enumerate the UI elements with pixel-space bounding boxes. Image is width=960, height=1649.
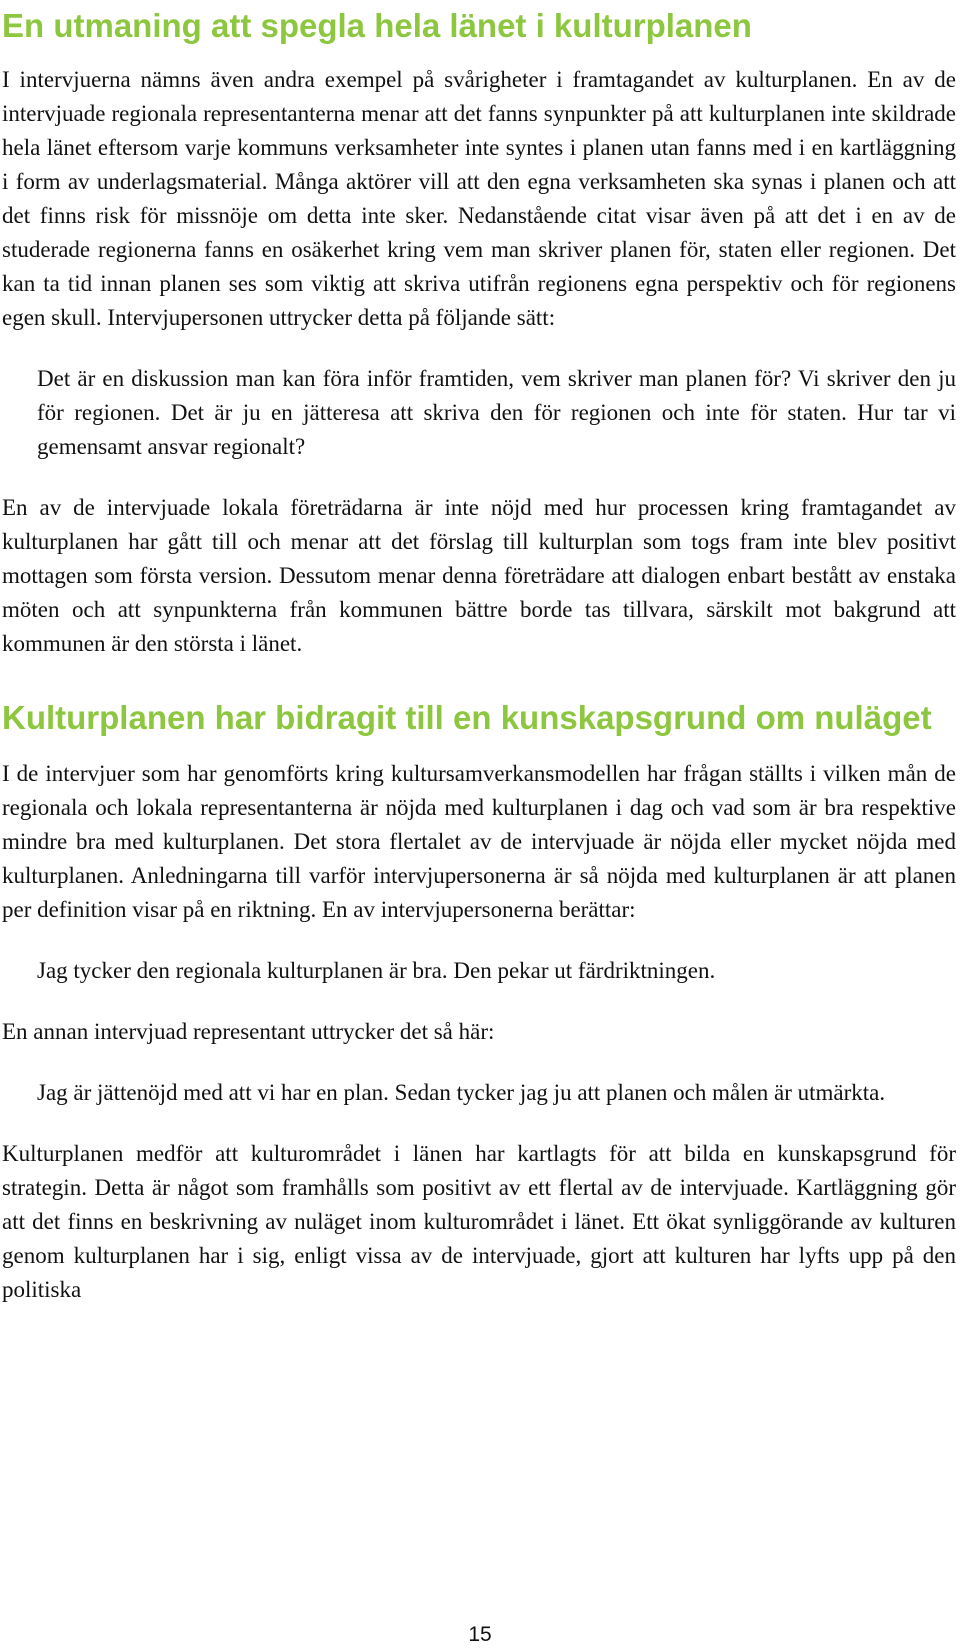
body-paragraph: En av de intervjuade lokala företrädarna är inte nöjd med hur processen kring framtagandet av kulturplanen har gått till och menar att det förslag till kulturplan som togs fram inte blev positivt mottagen som första version. Dessutom menar denna företrädare att dialogen enbart bestått av enstaka möten och att synpunkterna från kommunen bättre borde tas tillvara, särskilt mot bakgrund att kommunen är den största i länet. — [2, 495, 956, 656]
block-quote: Jag tycker den regionala kulturplanen är bra. Den pekar ut färdriktningen. — [37, 958, 716, 983]
section-heading-challenge: En utmaning att spegla hela länet i kulturplanen — [2, 7, 752, 44]
body-paragraph: En annan intervjuad representant uttrycker det så här: — [2, 1019, 495, 1044]
page-number: 15 — [468, 1623, 492, 1646]
section-heading-knowledge-base: Kulturplanen har bidragit till en kunskapsgrund om nuläget — [2, 699, 932, 736]
body-paragraph: Kulturplanen medför att kulturområdet i länen har kartlagts för att bilda en kunskapsgrund för strategin. Detta är något som framhålls som positivt av ett flertal av de intervjuade. Kartläggning gör att det finns en beskrivning av nuläget inom kulturområdet i länet. Ett ökat synliggörande av kulturen genom kulturplanen har i sig, enligt vissa av de intervjuade, gjort att kulturen har lyfts upp på den politiska — [2, 1141, 956, 1302]
page-content — [2, 0, 956, 1307]
body-paragraph: I de intervjuer som har genomförts kring kultursamverkansmodellen har frågan ställts i vilken mån de regionala och lokala representanterna är nöjda med kulturplanen i dag och vad som är bra respektive mindre bra med kulturplanen. Det stora flertalet av de intervjuade är nöjda eller mycket nöjda med kulturplanen. Anledningarna till varför intervjupersonerna är så nöjda med kulturplanen är att planen per definition visar på en riktning. En av intervjupersonerna berättar: — [2, 761, 956, 922]
block-quote: Det är en diskussion man kan föra inför framtiden, vem skriver man planen för? Vi skriver den ju för regionen. Det är ju en jätteresa att skriva den för regionen och inte för staten. Hur tar vi gemensamt ansvar regionalt? — [37, 366, 956, 459]
block-quote: Jag är jättenöjd med att vi har en plan. Sedan tycker jag ju att planen och målen är utmärkta. — [37, 1080, 886, 1105]
body-paragraph: I intervjuerna nämns även andra exempel på svårigheter i framtagandet av kulturplanen. En av de intervjuade regionala representanterna menar att det fanns synpunkter på att kulturplanen inte skildrade hela länet eftersom varje kommuns verksamheter inte syntes i planen utan fanns med i en kartläggning i form av underlagsmaterial. Många aktörer vill att den egna verksamheten ska synas i planen och att det finns risk för missnöje om detta inte sker. Nedanstående citat visar även på att det i en av de studerade regionerna fanns en osäkerhet kring vem man skriver planen för, staten eller regionen. Det kan ta tid innan planen ses som viktig att skriva utifrån regionens egna perspektiv och för regionens egen skull. Intervjupersonen uttrycker detta på följande sätt: — [2, 67, 956, 330]
